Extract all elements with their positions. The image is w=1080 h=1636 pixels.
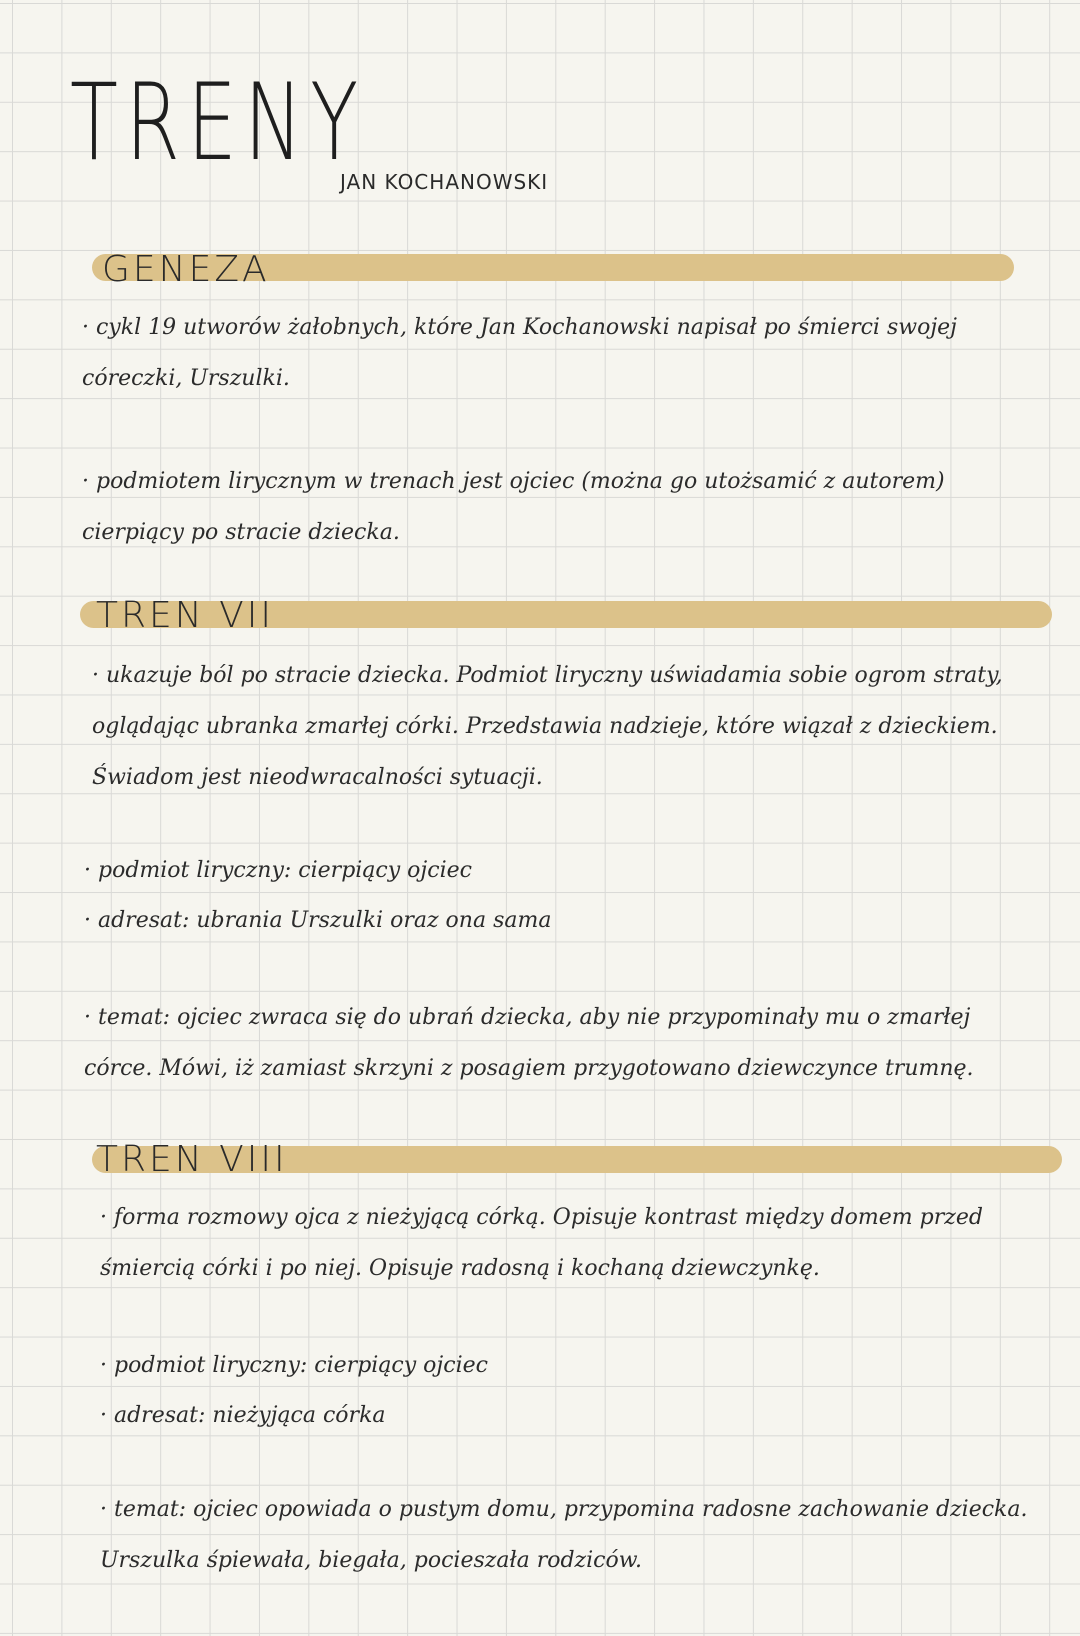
author-name: JAN KOCHANOWSKI (340, 170, 549, 194)
section-paragraph: · podmiot liryczny: cierpiący ojciec (100, 1353, 488, 1378)
section-heading-geneza: GENEZA (102, 249, 270, 290)
page-title: TRENY (70, 61, 366, 184)
section-paragraph: · temat: ojciec zwraca się do ubrań dziecka, aby nie przypominały mu o zmarłej córce. Mówi, iż zamiast skrzyni z posagiem przygotowano dziewczynce trumnę. (84, 1005, 974, 1081)
section-heading-tren-viii: TREN VIII (96, 1139, 288, 1180)
section-heading-tren-vii: TREN VII (96, 595, 274, 636)
section-paragraph: · ukazuje ból po stracie dziecka. Podmiot liryczny uświadamia sobie ogrom straty, oglądając ubranka zmarłej córki. Przedstawia nadzieje, które wiązał z dzieckiem. Świadom jest nieodwracalności sytuacji. (92, 663, 1003, 790)
section-paragraph: · forma rozmowy ojca z nieżyjącą córką. Opisuje kontrast między domem przed śmiercią córki i po niej. Opisuje radosną i kochaną dziewczynkę. (100, 1205, 983, 1281)
section-paragraph: · temat: ojciec opowiada o pustym domu, przypomina radosne zachowanie dziecka. Urszulka śpiewała, biegała, pocieszała rodziców. (100, 1497, 1028, 1573)
section-paragraph: · podmiot liryczny: cierpiący ojciec (84, 858, 472, 883)
section-paragraph: · cykl 19 utworów żałobnych, które Jan Kochanowski napisał po śmierci swojej córeczki, Urszulki. (82, 315, 957, 391)
section-paragraph: · adresat: ubrania Urszulki oraz ona sama (84, 908, 552, 933)
section-paragraph: · adresat: nieżyjąca córka (100, 1403, 386, 1428)
section-paragraph: · podmiotem lirycznym w trenach jest ojciec (można go utożsamić z autorem) cierpiący po stracie dziecka. (82, 469, 945, 545)
